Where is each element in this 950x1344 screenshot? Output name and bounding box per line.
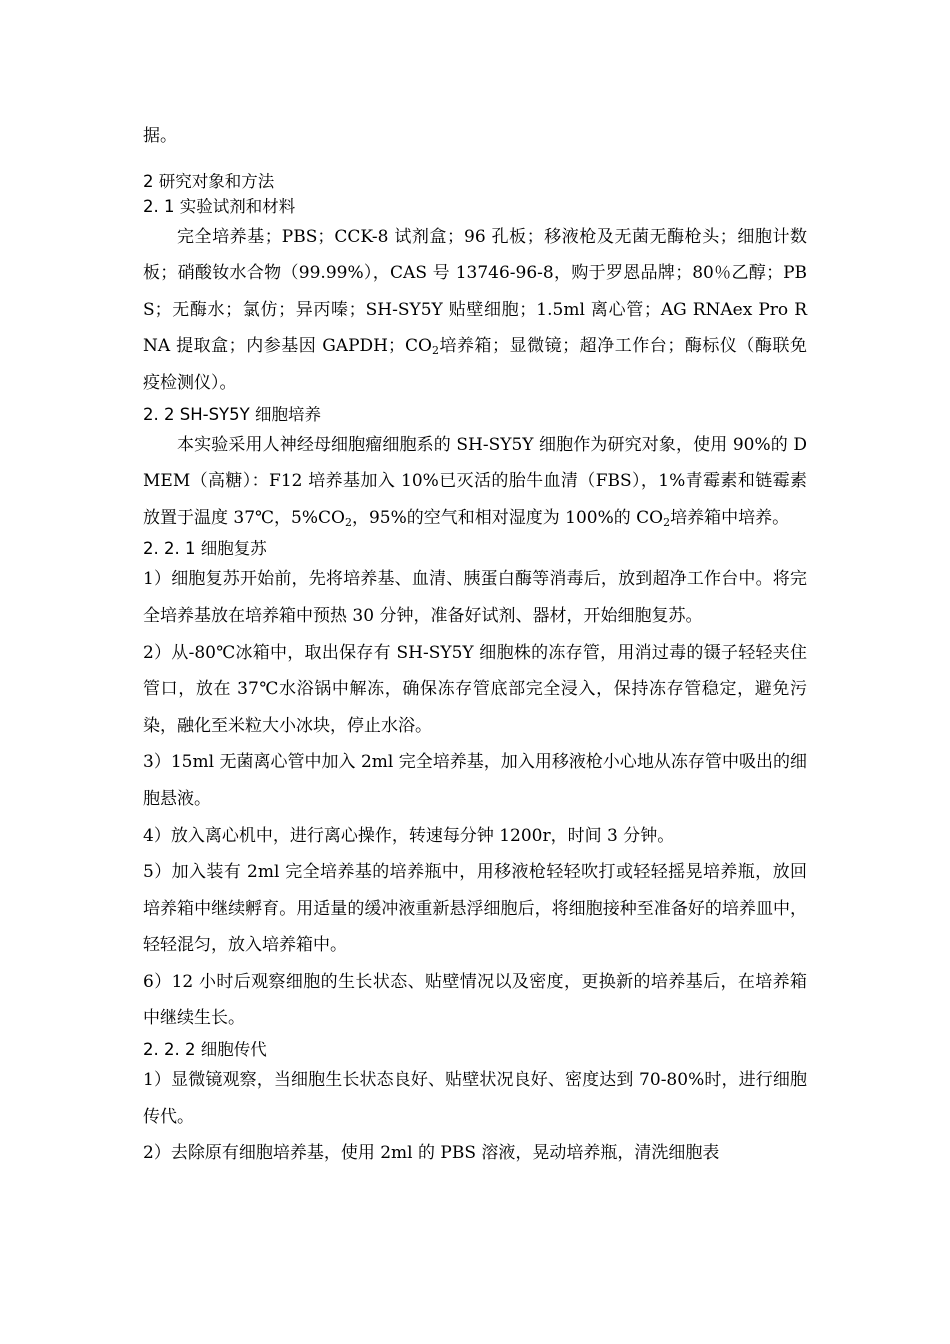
- paragraph-culture: [143, 427, 807, 537]
- materials-text-a: 完全培养基；PBS；CCK-8 试剂盒；96 孔板；移液枪及无菌无酶枪头；细胞计数板；硝酸钕水合物（99.99%），CAS 号 13746-96-8，购于罗恩品牌；80％乙醇；PBS；无酶水；氯仿；异丙嗪；SH-SY5Y 贴壁细胞；1.5ml 离心管；AG RNAex Pro RNA 提取盒；内参基因 GAPDH；CO: [143, 226, 807, 357]
- document-page: [143, 118, 807, 1172]
- materials-subscript: 2: [431, 344, 439, 358]
- culture-text-a: 本实验采用人神经母细胞瘤细胞系的 SH-SY5Y 细胞作为研究对象，使用 90%的 DMEM（高糖）：F12 培养基加入 10%已灭活的胎牛血清（FBS），1%青霉素和链霉素放置于温度 37℃，5%CO: [143, 434, 807, 528]
- culture-text-c: 培养箱中培养。: [670, 507, 790, 528]
- materials-text-b: 培养箱；显微镜；超净工作台；酶标仪（酶联免疫检测仪）。: [143, 336, 808, 393]
- paragraph-materials: [143, 219, 807, 402]
- section-heading-2-2-1: 2. 2. 1 细胞复苏: [143, 539, 267, 559]
- culture-subscript-1: 2: [344, 515, 352, 529]
- step-recovery-4: 4）放入离心机中，进行离心操作，转速每分钟 1200r，时间 3 分钟。: [143, 825, 675, 846]
- step-passage-1: 1）显微镜观察，当细胞生长状态良好、贴壁状况良好、密度达到 70-80%时，进行细胞传代。: [143, 1070, 807, 1127]
- step-recovery-2: 2）从-80℃冰箱中，取出保存有 SH-SY5Y 细胞株的冻存管，用消过毒的镊子轻轻夹住管口，放在 37℃水浴锅中解冻，确保冻存管底部完全浸入，保持冻存管稳定，避免污染，融化至米粒大小冰块，停止水浴。: [143, 642, 807, 736]
- section-heading-2-2-2: 2. 2. 2 细胞传代: [143, 1040, 267, 1060]
- step-recovery-1: 1）细胞复苏开始前，先将培养基、血清、胰蛋白酶等消毒后，放到超净工作台中。将完全培养基放在培养箱中预热 30 分钟，准备好试剂、器材，开始细胞复苏。: [143, 569, 807, 626]
- fragment-top: 据。: [143, 126, 177, 146]
- culture-subscript-2: 2: [663, 515, 671, 529]
- section-heading-2: 2 研究对象和方法: [143, 171, 275, 191]
- step-recovery-5: 5）加入装有 2ml 完全培养基的培养瓶中，用移液枪轻轻吹打或轻轻摇晃培养瓶，放回培养箱中继续孵育。用适量的缓冲液重新悬浮细胞后，将细胞接种至准备好的培养皿中，轻轻混匀，放入培养箱中。: [143, 862, 807, 956]
- step-passage-2: 2）去除原有细胞培养基，使用 2ml 的 PBS 溶液，晃动培养瓶，清洗细胞表: [143, 1143, 720, 1164]
- step-recovery-3: 3）15ml 无菌离心管中加入 2ml 完全培养基，加入用移液枪小心地从冻存管中吸出的细胞悬液。: [143, 752, 807, 809]
- section-heading-2-2: 2. 2 SH-SY5Y 细胞培养: [143, 404, 321, 424]
- step-recovery-6: 6）12 小时后观察细胞的生长状态、贴壁情况以及密度，更换新的培养基后，在培养箱中继续生长。: [143, 971, 807, 1029]
- culture-text-b: ，95%的空气和相对湿度为 100%的 CO: [351, 507, 664, 528]
- section-heading-2-1: 2. 1 实验试剂和材料: [143, 196, 296, 216]
